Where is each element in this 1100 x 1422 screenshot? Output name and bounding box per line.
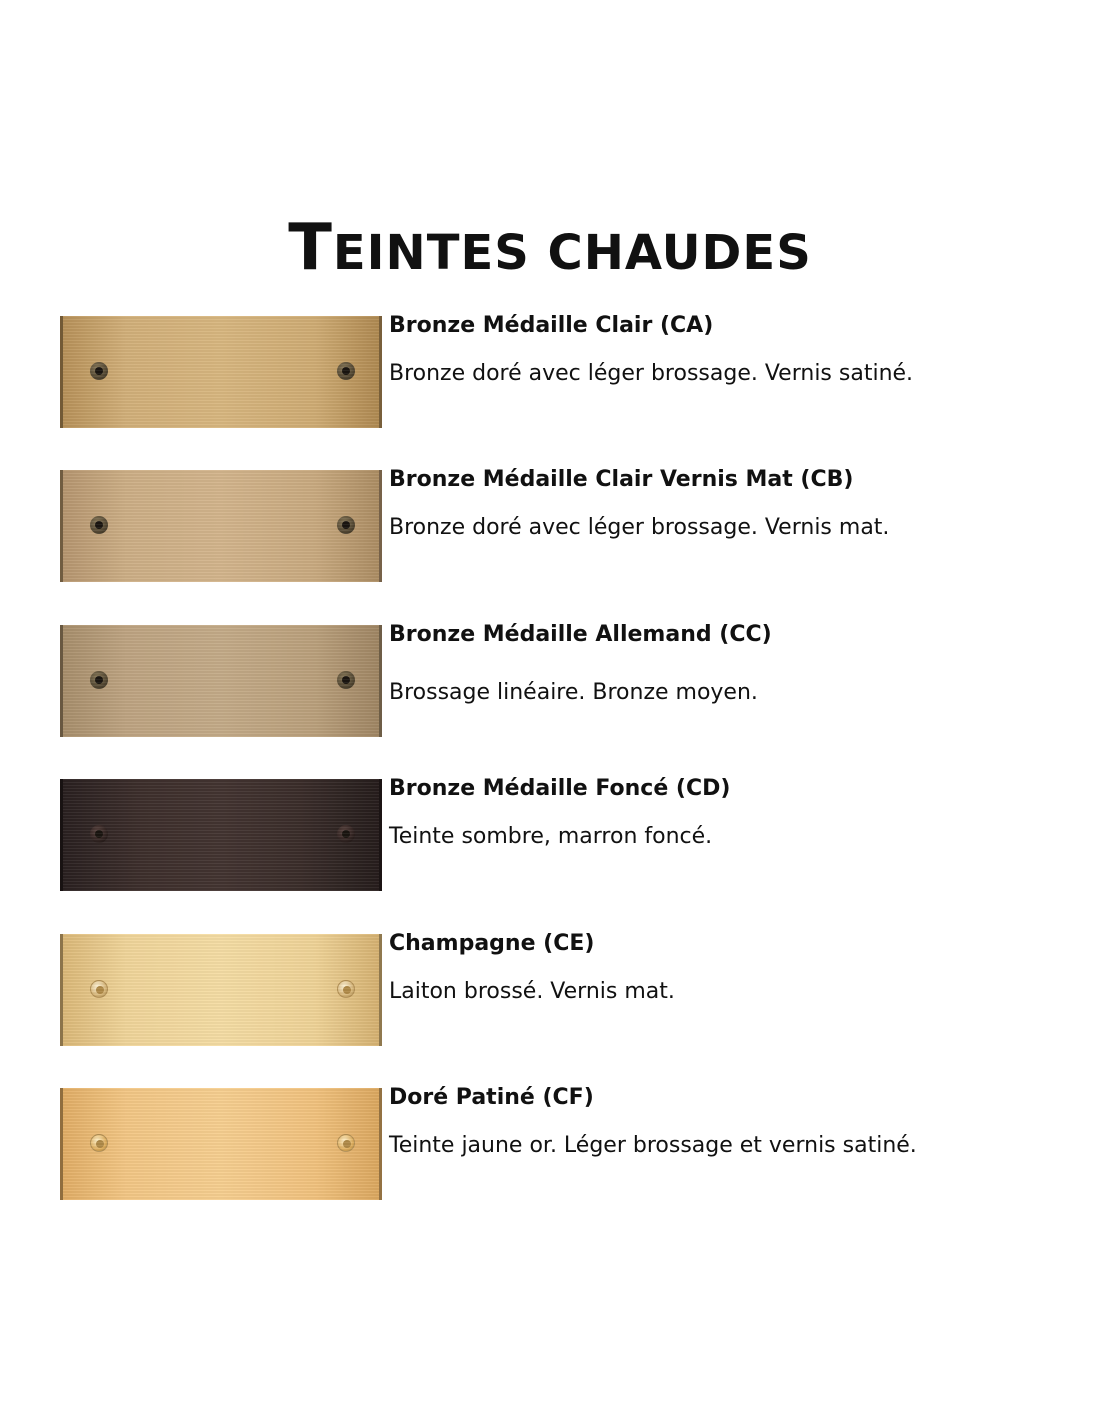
screw-icon xyxy=(337,1134,355,1152)
screw-icon xyxy=(90,1134,108,1152)
swatch-title: Bronze Médaille Clair (CA) xyxy=(389,313,714,338)
page-title-initial: T xyxy=(288,211,333,285)
swatch-title: Bronze Médaille Allemand (CC) xyxy=(389,622,772,647)
plate-sample-cb xyxy=(60,470,382,582)
plate-sample-cc xyxy=(60,625,382,737)
screw-icon xyxy=(337,671,355,689)
swatch-ca xyxy=(60,313,1040,430)
swatch-cb xyxy=(60,467,1040,584)
screw-icon xyxy=(90,516,108,534)
swatch-title: Bronze Médaille Clair Vernis Mat (CB) xyxy=(389,467,854,492)
page-title-rest: EINTES CHAUDES xyxy=(332,225,812,281)
screw-icon xyxy=(337,825,355,843)
screw-icon xyxy=(90,825,108,843)
plate-sample-cf xyxy=(60,1088,382,1200)
swatch-title: Champagne (CE) xyxy=(389,931,595,956)
swatch-ce xyxy=(60,931,1040,1048)
plate-sample-cd xyxy=(60,779,382,891)
swatch-cc xyxy=(60,622,1040,739)
swatch-cd xyxy=(60,776,1040,893)
swatch-description: Teinte jaune or. Léger brossage et vernis satiné. xyxy=(389,1133,917,1158)
swatch-description: Laiton brossé. Vernis mat. xyxy=(389,979,675,1004)
swatch-title: Bronze Médaille Foncé (CD) xyxy=(389,776,731,801)
swatch-description: Bronze doré avec léger brossage. Vernis mat. xyxy=(389,515,890,540)
page-title xyxy=(0,208,1100,293)
screw-icon xyxy=(337,362,355,380)
plate-sample-ce xyxy=(60,934,382,1046)
swatch-cf xyxy=(60,1085,1040,1202)
screw-icon xyxy=(90,980,108,998)
screw-icon xyxy=(337,516,355,534)
swatch-description: Teinte sombre, marron foncé. xyxy=(389,824,713,849)
screw-icon xyxy=(90,671,108,689)
swatch-title: Doré Patiné (CF) xyxy=(389,1085,594,1110)
plate-sample-ca xyxy=(60,316,382,428)
swatch-description: Brossage linéaire. Bronze moyen. xyxy=(389,680,758,705)
swatch-description: Bronze doré avec léger brossage. Vernis satiné. xyxy=(389,361,914,386)
screw-icon xyxy=(337,980,355,998)
screw-icon xyxy=(90,362,108,380)
